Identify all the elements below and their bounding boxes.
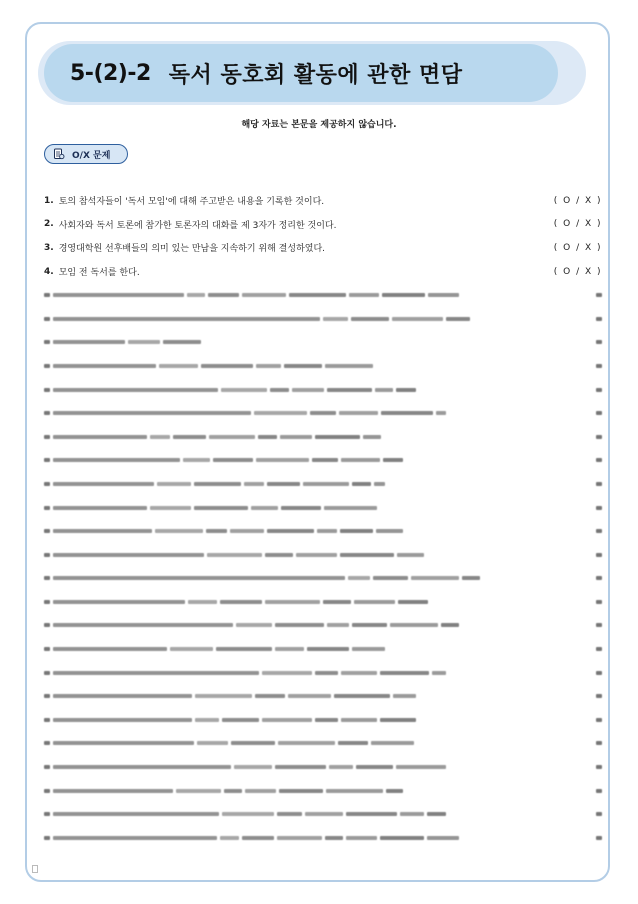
redacted-answer bbox=[596, 836, 602, 840]
redacted-answer bbox=[596, 671, 602, 675]
question-row bbox=[44, 236, 602, 260]
redacted-question-row bbox=[44, 378, 602, 402]
answer-choice[interactable]: ( O / X ) bbox=[553, 195, 602, 206]
answer-choice[interactable]: ( O / X ) bbox=[553, 242, 602, 253]
section-code: 5-(2)-2 bbox=[70, 60, 151, 86]
redacted-answer bbox=[596, 741, 602, 745]
redacted-question-row bbox=[44, 779, 602, 803]
redacted-answer bbox=[596, 340, 602, 344]
question-row bbox=[44, 213, 602, 237]
redacted-question-row bbox=[44, 614, 602, 638]
redacted-question-row bbox=[44, 802, 602, 826]
redacted-question-row bbox=[44, 661, 602, 685]
redacted-question-row bbox=[44, 307, 602, 331]
redacted-answer bbox=[596, 812, 602, 816]
redacted-question-row bbox=[44, 684, 602, 708]
redacted-question-row bbox=[44, 567, 602, 591]
redacted-answer bbox=[596, 647, 602, 651]
redacted-question-row bbox=[44, 732, 602, 756]
question-list bbox=[44, 189, 602, 850]
question-text: 토의 참석자들이 '독서 모임'에 대해 주고받은 내용을 기록한 것이다. bbox=[58, 197, 325, 208]
redacted-answer bbox=[596, 765, 602, 769]
question-number: 1. bbox=[44, 195, 54, 206]
redacted-question-row bbox=[44, 401, 602, 425]
redacted-text bbox=[44, 340, 204, 344]
redacted-answer bbox=[596, 576, 602, 580]
redacted-answer bbox=[596, 600, 602, 604]
redacted-question-row bbox=[44, 354, 602, 378]
redacted-answer bbox=[596, 482, 602, 486]
redacted-question-row bbox=[44, 472, 602, 496]
redacted-text bbox=[44, 458, 406, 462]
question-number: 2. bbox=[44, 219, 54, 230]
page-corner-mark bbox=[32, 858, 38, 866]
redacted-question-row bbox=[44, 425, 602, 449]
question-row bbox=[44, 189, 602, 213]
redacted-text bbox=[44, 718, 419, 722]
question-text: 경영대학원 선후배들의 의미 있는 만남을 지속하기 위해 결성하였다. bbox=[58, 244, 326, 255]
redacted-answer bbox=[596, 458, 602, 462]
question-row bbox=[44, 260, 602, 284]
question-text: 사회자와 독서 토론에 참가한 토론자의 대화를 제 3자가 정리한 것이다. bbox=[58, 220, 337, 231]
redacted-answer bbox=[596, 435, 602, 439]
redacted-text bbox=[44, 388, 419, 392]
redacted-text bbox=[44, 364, 376, 368]
redacted-text bbox=[44, 671, 449, 675]
redacted-answer bbox=[596, 388, 602, 392]
redacted-answer bbox=[596, 718, 602, 722]
ox-badge-label: O/X 문제 bbox=[72, 150, 111, 161]
page-title: 독서 동호회 활동에 관한 면담 bbox=[168, 62, 463, 88]
ox-quiz-badge bbox=[44, 144, 128, 164]
redacted-question-row bbox=[44, 519, 602, 543]
redacted-question-row bbox=[44, 826, 602, 850]
redacted-text bbox=[44, 789, 406, 793]
redacted-text bbox=[44, 317, 473, 321]
redacted-answer bbox=[596, 694, 602, 698]
redacted-text bbox=[44, 694, 419, 698]
redacted-answer bbox=[596, 789, 602, 793]
redacted-answer bbox=[596, 317, 602, 321]
redacted-text bbox=[44, 741, 417, 745]
redacted-text bbox=[44, 836, 462, 840]
redacted-text bbox=[44, 411, 449, 415]
redacted-answer bbox=[596, 623, 602, 627]
question-number: 3. bbox=[44, 242, 54, 253]
question-text: 모임 전 독서를 한다. bbox=[58, 268, 140, 279]
redacted-text bbox=[44, 600, 431, 604]
redacted-question-row bbox=[44, 449, 602, 473]
redacted-text bbox=[44, 647, 388, 651]
redacted-text bbox=[44, 765, 449, 769]
redacted-question-row bbox=[44, 543, 602, 567]
redacted-text bbox=[44, 435, 384, 439]
redacted-text bbox=[44, 553, 427, 557]
redacted-answer bbox=[596, 364, 602, 368]
redacted-text bbox=[44, 482, 388, 486]
redacted-answer bbox=[596, 553, 602, 557]
redacted-text bbox=[44, 812, 449, 816]
redacted-question-row bbox=[44, 496, 602, 520]
title-pill bbox=[44, 44, 558, 102]
redacted-question-row bbox=[44, 283, 602, 307]
redacted-text bbox=[44, 623, 462, 627]
redacted-question-row bbox=[44, 755, 602, 779]
redacted-answer bbox=[596, 506, 602, 510]
redacted-answer bbox=[596, 411, 602, 415]
redacted-text bbox=[44, 576, 483, 580]
question-number: 4. bbox=[44, 266, 54, 277]
redacted-text bbox=[44, 293, 462, 297]
redacted-question-list bbox=[44, 283, 602, 849]
redacted-question-row bbox=[44, 708, 602, 732]
answer-choice[interactable]: ( O / X ) bbox=[553, 219, 602, 230]
redacted-question-row bbox=[44, 331, 602, 355]
redacted-text bbox=[44, 529, 406, 533]
notice-text: 해당 자료는 본문을 제공하지 않습니다. bbox=[241, 120, 397, 130]
redacted-question-row bbox=[44, 590, 602, 614]
redacted-text bbox=[44, 506, 380, 510]
redacted-answer bbox=[596, 529, 602, 533]
answer-choice[interactable]: ( O / X ) bbox=[553, 266, 602, 277]
document-icon bbox=[53, 148, 65, 160]
redacted-question-row bbox=[44, 637, 602, 661]
redacted-answer bbox=[596, 293, 602, 297]
